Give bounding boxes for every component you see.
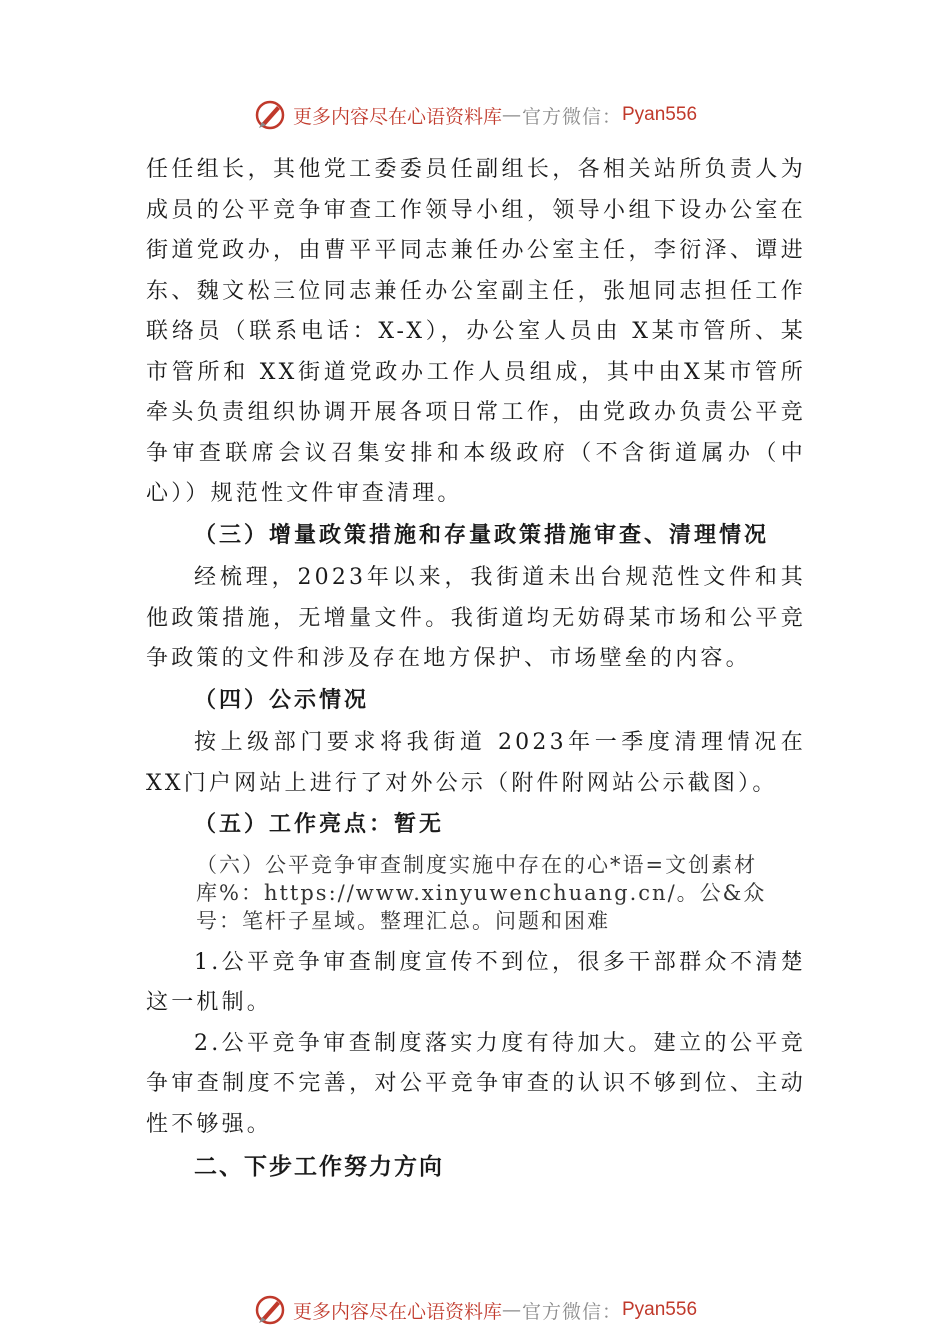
footer-banner [0,1290,950,1330]
section-heading-next-steps: 二、下步工作努力方向 [194,1154,444,1180]
document-body [146,150,806,1212]
list-item-problem-2: 2.公平竞争审查制度落实力度有待加大。建立的公平竞争审查制度不完善，对公平竞争审查的认识不够到位、主动性不够强。 [146,1030,806,1137]
footer-banner-wechat-id: Pyan556 [622,1299,698,1320]
footer-banner-wechat-label: 官方微信： [521,1300,622,1323]
paragraph-leading-group: 任任组长，其他党工委委员任副组长，各相关站所负责人为成员的公平竞争审查工作领导小组，领导小组下设办公室在街道党政办，由曹平平同志兼任办公室主任，李衍泽、谭进东、魏文松三位同志兼任办公室副主任，张旭同志担任工作联络员（联系电话：X-X），办公室人员由 X某市管所、某市管所和 XX街道党政办工作人员组成，其中由X某市管所牵头负责组织协调开展各项日常工作，由党政办负责公平竞争审查联席会议召集安排和本级政府（不含街道属办（中心））规范性文件审查清理。 [146,157,806,506]
heading-review-cleanup: （三）增量政策措施和存量政策措施审查、清理情况 [194,521,770,548]
header-banner [0,95,950,135]
paragraph-problems-heading: （六）公平竞争审查制度实施中存在的心*语=文创素材库%：https://www.xinyuwenchuang.cn/。公&众号：笔杆子星域。整理汇总。问题和困难 [196,852,767,933]
paragraph-publicity: 按上级部门要求将我街道 2023年一季度清理情况在XX门户网站上进行了对外公示（附件附网站公示截图）。 [146,730,806,796]
footer-banner-dash: — [501,1299,522,1321]
footer-banner-title: 更多内容尽在心语资料库 [292,1300,502,1323]
pen-logo-icon [253,1293,287,1327]
header-banner-title: 更多内容尽在心语资料库 [292,105,502,128]
paragraph-review-cleanup: 经梳理，2023年以来，我街道未出台规范性文件和其他政策措施，无增量文件。我街道均无妨碍某市场和公平竞争政策的文件和涉及存在地方保护、市场壁垒的内容。 [146,565,806,671]
header-banner-wechat-id: Pyan556 [622,104,698,125]
header-banner-wechat-label: 官方微信： [521,105,622,128]
header-banner-dash: — [501,104,522,126]
heading-publicity: （四）公示情况 [194,686,370,713]
heading-highlights: （五）工作亮点：暂无 [194,811,445,837]
list-item-problem-1: 1.公平竞争审查制度宣传不到位，很多干部群众不清楚这一机制。 [146,949,806,1015]
pen-logo-icon [253,98,287,132]
